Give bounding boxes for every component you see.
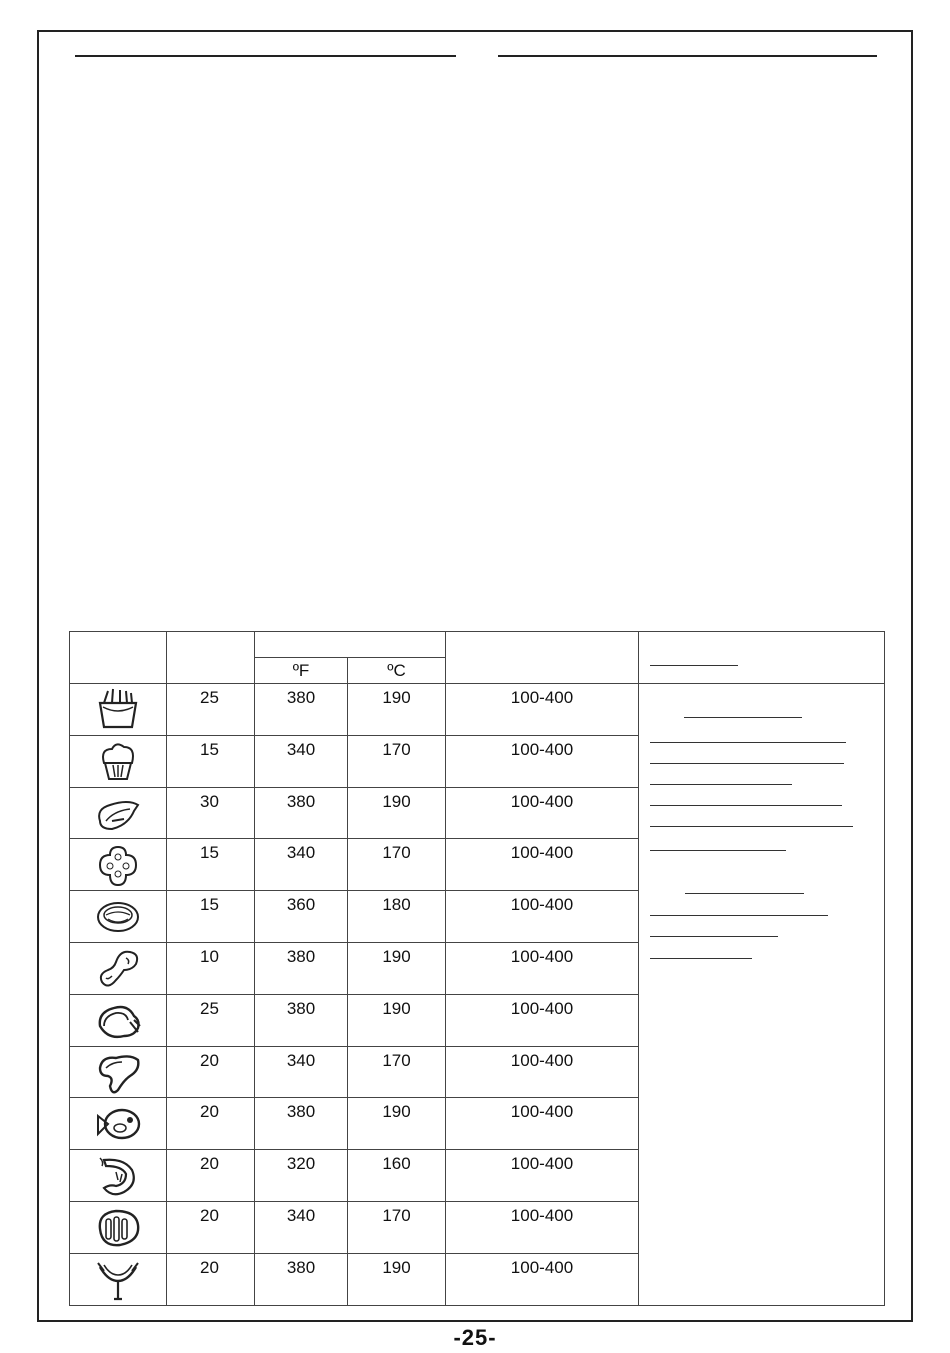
temp-f-cell: 340 bbox=[255, 1201, 348, 1253]
food-icon-cell bbox=[70, 942, 167, 994]
table-row bbox=[70, 684, 885, 736]
cook-time-cell: 30 bbox=[167, 787, 255, 839]
cook-time-cell: 15 bbox=[167, 891, 255, 943]
temp-range-cell: 100-400 bbox=[446, 735, 639, 787]
cookie-icon bbox=[94, 843, 142, 889]
temp-c-cell: 190 bbox=[348, 994, 446, 1046]
food-icon-cell bbox=[70, 1253, 167, 1305]
cook-time-cell: 20 bbox=[167, 1098, 255, 1150]
temp-f-cell: 320 bbox=[255, 1150, 348, 1202]
unit-fahrenheit: ºF bbox=[255, 658, 348, 684]
cook-time-cell: 15 bbox=[167, 839, 255, 891]
right-column-heading-rule bbox=[498, 55, 877, 57]
temp-c-cell: 190 bbox=[348, 942, 446, 994]
steak-icon bbox=[94, 1050, 142, 1096]
temp-f-cell: 340 bbox=[255, 735, 348, 787]
temp-range-cell: 100-400 bbox=[446, 1046, 639, 1098]
temp-c-cell: 190 bbox=[348, 1253, 446, 1305]
cook-time-cell: 20 bbox=[167, 1046, 255, 1098]
food-icon-cell bbox=[70, 1046, 167, 1098]
page-number: -25- bbox=[453, 1325, 497, 1350]
left-column-heading-rule bbox=[75, 55, 456, 57]
temp-range-cell: 100-400 bbox=[446, 891, 639, 943]
temp-c-cell: 170 bbox=[348, 839, 446, 891]
cook-time-cell: 20 bbox=[167, 1150, 255, 1202]
temp-range-cell: 100-400 bbox=[446, 1253, 639, 1305]
cook-time-cell: 15 bbox=[167, 735, 255, 787]
temp-range-cell: 100-400 bbox=[446, 1150, 639, 1202]
notes-cell bbox=[639, 684, 885, 1306]
temp-range-cell: 100-400 bbox=[446, 942, 639, 994]
temp-range-cell: 100-400 bbox=[446, 839, 639, 891]
food-icon-cell bbox=[70, 839, 167, 891]
temp-c-cell: 190 bbox=[348, 684, 446, 736]
fries-icon bbox=[94, 687, 142, 733]
food-icon-cell bbox=[70, 787, 167, 839]
temp-f-cell: 340 bbox=[255, 1046, 348, 1098]
cook-time-cell: 25 bbox=[167, 684, 255, 736]
pie-icon bbox=[94, 895, 142, 941]
temp-f-cell: 380 bbox=[255, 787, 348, 839]
temp-c-cell: 170 bbox=[348, 735, 446, 787]
peanut-icon bbox=[94, 946, 142, 992]
cook-time-cell: 20 bbox=[167, 1253, 255, 1305]
temp-range-cell: 100-400 bbox=[446, 994, 639, 1046]
cook-time-cell: 25 bbox=[167, 994, 255, 1046]
header-range bbox=[446, 632, 639, 684]
temp-f-cell: 380 bbox=[255, 684, 348, 736]
food-icon-cell bbox=[70, 994, 167, 1046]
chicken-icon bbox=[94, 998, 142, 1044]
temp-f-cell: 380 bbox=[255, 994, 348, 1046]
temp-range-cell: 100-400 bbox=[446, 1098, 639, 1150]
food-icon-cell bbox=[70, 1201, 167, 1253]
header-time bbox=[167, 632, 255, 684]
food-icon-cell bbox=[70, 1150, 167, 1202]
temp-c-cell: 160 bbox=[348, 1150, 446, 1202]
temp-c-cell: 190 bbox=[348, 787, 446, 839]
muffin-icon bbox=[94, 739, 142, 785]
grilled-meat-icon bbox=[94, 1205, 142, 1251]
temp-f-cell: 360 bbox=[255, 891, 348, 943]
temp-c-cell: 190 bbox=[348, 1098, 446, 1150]
header-food bbox=[70, 632, 167, 684]
header-notes bbox=[639, 632, 885, 684]
cook-time-cell: 20 bbox=[167, 1201, 255, 1253]
food-icon-cell bbox=[70, 1098, 167, 1150]
temp-c-cell: 170 bbox=[348, 1201, 446, 1253]
cooking-chart-table bbox=[69, 631, 885, 1306]
cook-time-cell: 10 bbox=[167, 942, 255, 994]
temp-range-cell: 100-400 bbox=[446, 1201, 639, 1253]
sausage-icon bbox=[94, 1257, 142, 1303]
food-icon-cell bbox=[70, 684, 167, 736]
header-temperature bbox=[255, 632, 446, 658]
temp-f-cell: 380 bbox=[255, 1253, 348, 1305]
unit-celsius: ºC bbox=[348, 658, 446, 684]
temp-f-cell: 380 bbox=[255, 942, 348, 994]
temp-f-cell: 380 bbox=[255, 1098, 348, 1150]
bread-icon bbox=[94, 791, 142, 837]
temp-c-cell: 170 bbox=[348, 1046, 446, 1098]
temp-f-cell: 340 bbox=[255, 839, 348, 891]
food-icon-cell bbox=[70, 891, 167, 943]
temp-c-cell: 180 bbox=[348, 891, 446, 943]
fish-icon bbox=[94, 1102, 142, 1148]
temp-range-cell: 100-400 bbox=[446, 684, 639, 736]
food-icon-cell bbox=[70, 735, 167, 787]
temp-range-cell: 100-400 bbox=[446, 787, 639, 839]
shrimp-icon bbox=[94, 1154, 142, 1200]
